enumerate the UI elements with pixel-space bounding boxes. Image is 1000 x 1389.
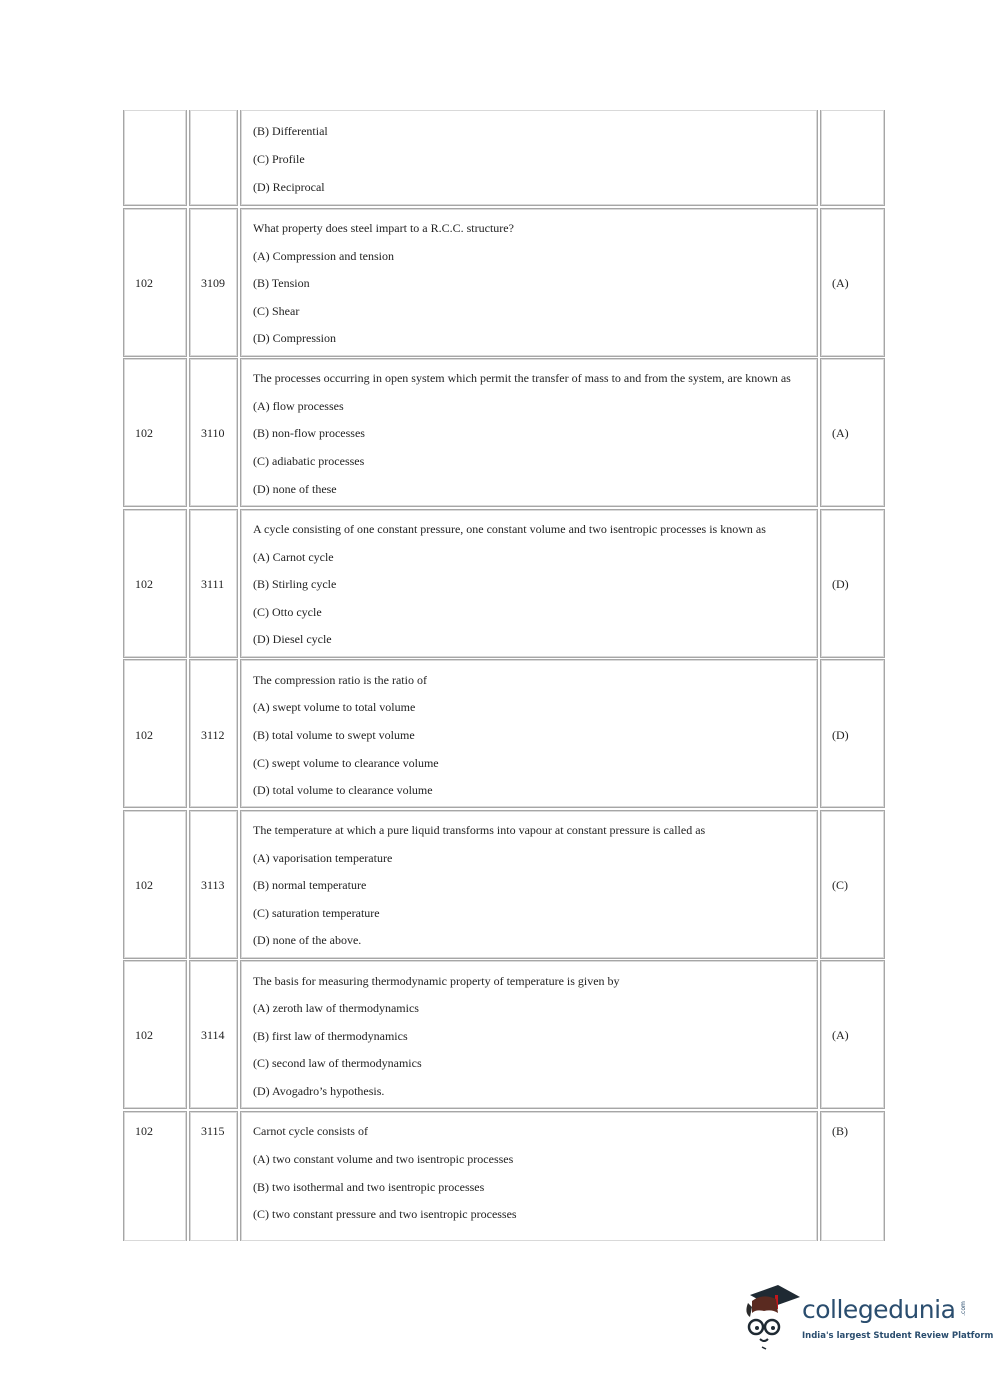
table-row <box>123 358 885 507</box>
question-text: The compression ratio is the ratio of <box>253 673 427 687</box>
question-cell <box>240 110 818 206</box>
question-id: 3112 <box>201 728 225 742</box>
table-row <box>123 110 885 206</box>
option-d: (D) Avogadro’s hypothesis. <box>253 1084 385 1098</box>
answer: (B) <box>832 1124 848 1138</box>
answer-cell <box>820 1111 885 1241</box>
sl-no-cell <box>123 1111 187 1241</box>
option-d: (D) Reciprocal <box>253 180 325 194</box>
sl-no: 102 <box>135 728 153 742</box>
question-id-cell <box>189 960 238 1109</box>
question-id-cell <box>189 358 238 507</box>
question-id: 3114 <box>201 1028 225 1042</box>
option-b: (B) non-flow processes <box>253 426 365 440</box>
option-b: (B) Differential <box>253 124 328 138</box>
sl-no: 102 <box>135 1028 153 1042</box>
question-cell <box>240 960 818 1109</box>
answer: (C) <box>832 878 848 892</box>
answer: (D) <box>832 577 849 591</box>
option-a: (A) vaporisation temperature <box>253 851 393 865</box>
answer-cell <box>820 358 885 507</box>
table-row <box>123 810 885 959</box>
option-c: (C) Profile <box>253 152 305 166</box>
option-a: (A) swept volume to total volume <box>253 700 416 714</box>
table-row <box>123 1111 885 1241</box>
option-c: (C) saturation temperature <box>253 906 380 920</box>
question-text: A cycle consisting of one constant pressure, one constant volume and two isentropic processes is known as <box>253 522 766 536</box>
option-a: (A) Compression and tension <box>253 249 394 263</box>
sl-no-cell <box>123 509 187 658</box>
question-text: The temperature at which a pure liquid transforms into vapour at constant pressure is called as <box>253 823 706 837</box>
logo-tagline: India's largest Student Review Platform <box>802 1331 994 1341</box>
question-id: 3115 <box>201 1124 225 1138</box>
question-table <box>123 110 885 1241</box>
sl-no: 102 <box>135 276 153 290</box>
question-cell <box>240 1111 818 1241</box>
sl-no-cell <box>123 110 187 206</box>
option-c: (C) second law of thermodynamics <box>253 1056 422 1070</box>
question-id-cell <box>189 110 238 206</box>
question-id-cell <box>189 1111 238 1241</box>
answer-cell <box>820 810 885 959</box>
answer-cell <box>820 659 885 808</box>
sl-no-cell <box>123 810 187 959</box>
answer-cell <box>820 110 885 206</box>
option-c: (C) Shear <box>253 304 300 318</box>
question-id: 3111 <box>201 577 225 591</box>
question-id: 3113 <box>201 878 225 892</box>
table-row <box>123 659 885 808</box>
question-cell <box>240 358 818 507</box>
sl-no: 102 <box>135 1124 153 1138</box>
option-c: (C) swept volume to clearance volume <box>253 756 439 770</box>
option-d: (D) Diesel cycle <box>253 632 332 646</box>
sl-no: 102 <box>135 878 153 892</box>
answer-cell <box>820 509 885 658</box>
question-id-cell <box>189 810 238 959</box>
mascot-icon <box>742 1283 802 1353</box>
question-cell <box>240 810 818 959</box>
table-row <box>123 960 885 1109</box>
option-b: (B) normal temperature <box>253 878 367 892</box>
question-cell <box>240 208 818 357</box>
sl-no-cell <box>123 960 187 1109</box>
sl-no-cell <box>123 659 187 808</box>
option-b: (B) Stirling cycle <box>253 577 337 591</box>
option-c: (C) Otto cycle <box>253 605 322 619</box>
question-cell <box>240 659 818 808</box>
sl-no: 102 <box>135 577 153 591</box>
answer-cell <box>820 208 885 357</box>
question-id: 3109 <box>201 276 225 290</box>
option-c: (C) adiabatic processes <box>253 454 365 468</box>
logo-wordmark: collegedunia <box>802 1295 956 1324</box>
answer: (A) <box>832 426 849 440</box>
table-row <box>123 509 885 658</box>
answer: (A) <box>832 276 849 290</box>
question-text: The basis for measuring thermodynamic property of temperature is given by <box>253 974 620 988</box>
option-d: (D) total volume to clearance volume <box>253 783 433 797</box>
option-b: (B) Tension <box>253 276 310 290</box>
option-a: (A) Carnot cycle <box>253 550 334 564</box>
option-a: (A) zeroth law of thermodynamics <box>253 1001 419 1015</box>
sl-no: 102 <box>135 426 153 440</box>
logo-suffix: .com <box>959 1301 967 1316</box>
question-text: What property does steel impart to a R.C.C. structure? <box>253 221 514 235</box>
option-a: (A) flow processes <box>253 399 344 413</box>
question-cell <box>240 509 818 658</box>
table-row <box>123 208 885 357</box>
option-d: (D) Compression <box>253 331 336 345</box>
sl-no-cell <box>123 358 187 507</box>
question-id-cell <box>189 659 238 808</box>
question-id-cell <box>189 208 238 357</box>
answer-cell <box>820 960 885 1109</box>
answer: (D) <box>832 728 849 742</box>
question-text: Carnot cycle consists of <box>253 1124 368 1138</box>
option-b: (B) total volume to swept volume <box>253 728 415 742</box>
option-b: (B) first law of thermodynamics <box>253 1029 408 1043</box>
option-c: (C) two constant pressure and two isentropic processes <box>253 1207 517 1221</box>
question-id: 3110 <box>201 426 225 440</box>
question-text: The processes occurring in open system which permit the transfer of mass to and from the system, are known as <box>253 371 791 385</box>
answer: (A) <box>832 1028 849 1042</box>
option-a: (A) two constant volume and two isentropic processes <box>253 1152 514 1166</box>
sl-no-cell <box>123 208 187 357</box>
option-d: (D) none of these <box>253 482 337 496</box>
question-id-cell <box>189 509 238 658</box>
option-d: (D) none of the above. <box>253 933 362 947</box>
option-b: (B) two isothermal and two isentropic processes <box>253 1180 485 1194</box>
collegedunia-logo <box>742 1283 994 1353</box>
